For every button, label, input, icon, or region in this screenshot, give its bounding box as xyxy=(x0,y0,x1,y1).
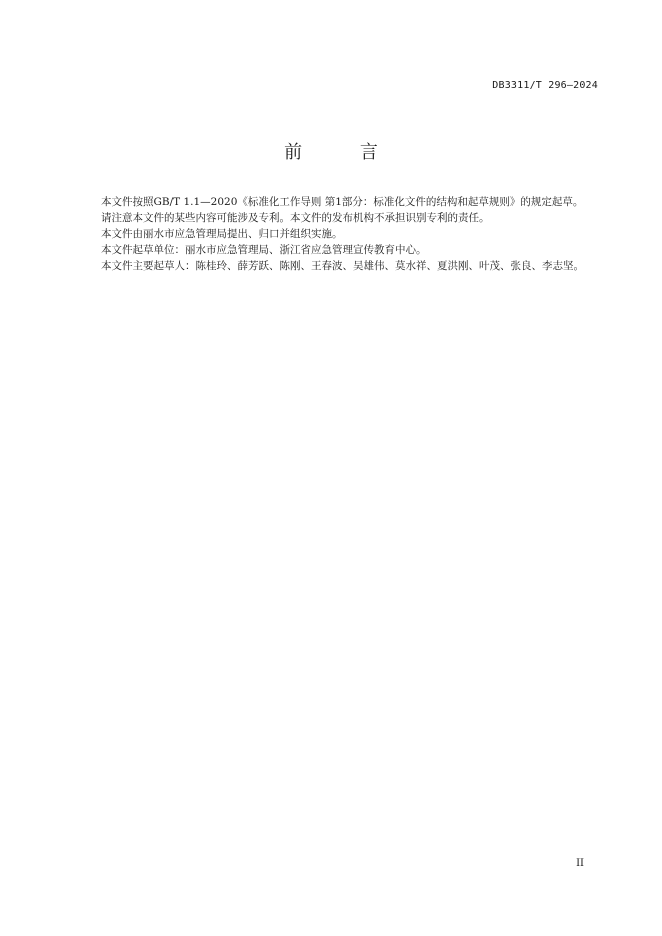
foreword-body xyxy=(80,194,600,274)
paragraph-proposer: 本文件由丽水市应急管理局提出、归口并组织实施。 xyxy=(101,228,343,240)
paragraph-drafters: 本文件主要起草人：陈桂玲、薛芳跃、陈刚、王春波、吴雄伟、莫水祥、夏洪刚、叶茂、张良、李志坚。 xyxy=(101,260,584,272)
paragraph-patent-notice: 请注意本文件的某些内容可能涉及专利。本文件的发布机构不承担识别专利的责任。 xyxy=(101,212,490,224)
page-title: 前 言 xyxy=(284,142,404,163)
document-code: DB3311/T 296—2024 xyxy=(492,80,598,91)
paragraph-drafting-basis: 本文件按照GB/T 1.1—2020《标准化工作导则 第1部分：标准化文件的结构和起草规则》的规定起草。 xyxy=(101,196,584,208)
paragraph-drafting-units: 本文件起草单位：丽水市应急管理局、浙江省应急管理宣传教育中心。 xyxy=(101,244,427,256)
page-number: II xyxy=(576,858,584,869)
